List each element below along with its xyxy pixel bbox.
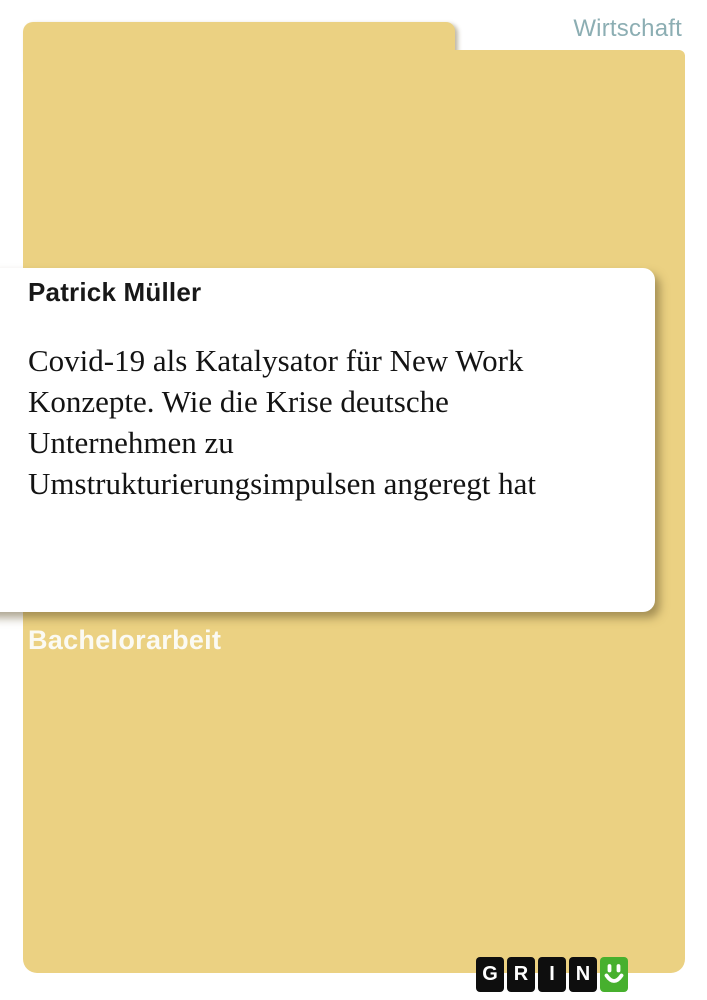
title-line-1: Covid-19 als Katalysator für New Work bbox=[28, 343, 524, 378]
grin-logo bbox=[476, 957, 628, 992]
smiley-icon bbox=[600, 957, 628, 992]
logo-letter-i: I bbox=[538, 957, 566, 992]
thesis-title bbox=[28, 340, 536, 504]
document-type-label: Bachelorarbeit bbox=[28, 625, 222, 655]
logo-letter-r: R bbox=[507, 957, 535, 992]
category-label: Wirtschaft bbox=[573, 15, 682, 42]
logo-letter-n: N bbox=[569, 957, 597, 992]
title-line-3: Unternehmen zu bbox=[28, 425, 234, 460]
logo-letter-g: G bbox=[476, 957, 504, 992]
title-card bbox=[0, 268, 655, 612]
title-line-4: Umstrukturierungsimpulsen angeregt hat bbox=[28, 466, 536, 501]
author-name: Patrick Müller bbox=[28, 277, 202, 307]
title-line-2: Konzepte. Wie die Krise deutsche bbox=[28, 384, 449, 419]
